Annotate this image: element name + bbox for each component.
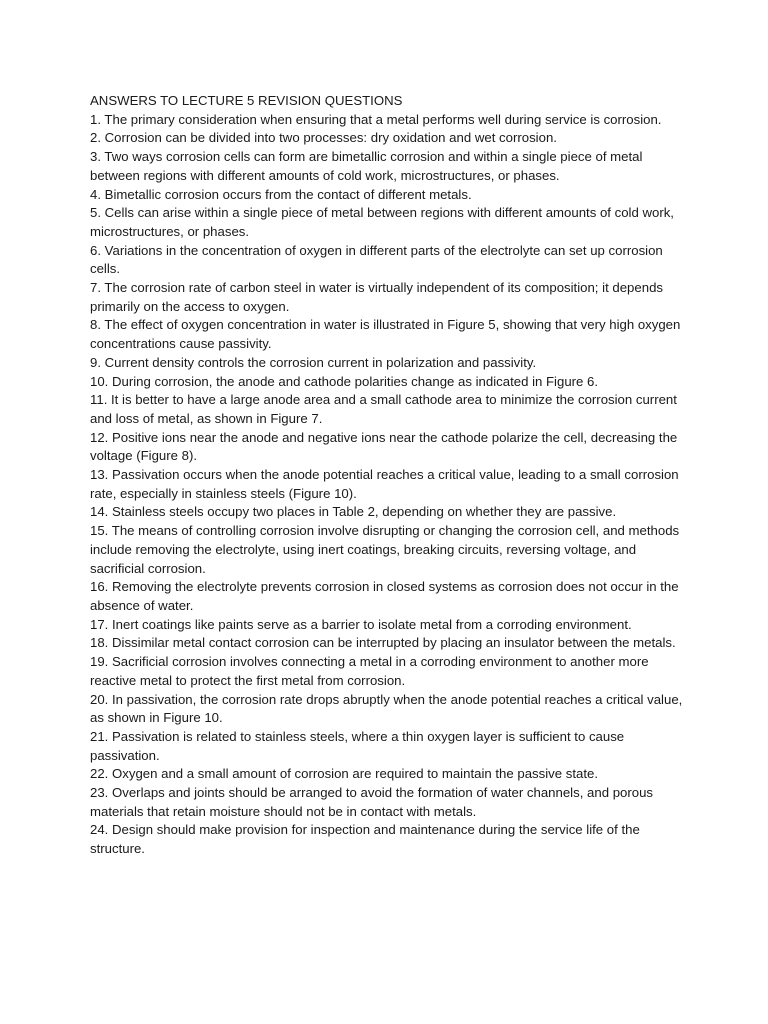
answer-item: 3. Two ways corrosion cells can form are bimetallic corrosion and within a single piece of metal between regions with different amounts of cold work, microstructures, or phases. [90,149,643,183]
answer-item: 19. Sacrificial corrosion involves connecting a metal in a corroding environment to another more reactive metal to protect the first metal from corrosion. [90,654,649,688]
answer-item: 13. Passivation occurs when the anode potential reaches a critical value, leading to a small corrosion rate, especially in stainless steels (Figure 10). [90,467,679,501]
answer-item: 24. Design should make provision for inspection and maintenance during the service life of the structure. [90,822,640,857]
answer-item: 9. Current density controls the corrosion current in polarization and passivity. [90,354,537,370]
answers-list [90,111,690,859]
answer-item: 21. Passivation is related to stainless steels, where a thin oxygen layer is sufficient to cause passivation. [90,728,625,763]
answer-item: 2. Corrosion can be divided into two processes: dry oxidation and wet corrosion. [90,130,557,146]
answer-item: 4. Bimetallic corrosion occurs from the contact of different metals. [90,186,472,202]
answer-item: 15. The means of controlling corrosion involve disrupting or changing the corrosion cell, and methods include removing the electrolyte, using inert coatings, breaking circuits, reversing voltage, and sacrificial corrosion. [90,523,680,576]
answer-item: 8. The effect of oxygen concentration in water is illustrated in Figure 5, showing that very high oxygen concentrations cause passivity. [90,317,681,352]
answer-item: 16. Removing the electrolyte prevents corrosion in closed systems as corrosion does not occur in the absence of water. [90,579,679,613]
answer-item: 17. Inert coatings like paints serve as a barrier to isolate metal from a corroding environment. [90,616,632,632]
answer-item: 10. During corrosion, the anode and cathode polarities change as indicated in Figure 6. [90,373,599,389]
document-page [90,92,690,859]
answer-item: 1. The primary consideration when ensuring that a metal performs well during service is corrosion. [90,111,662,127]
answer-item: 5. Cells can arise within a single piece of metal between regions with different amounts of cold work, microstructures, or phases. [90,205,674,239]
answer-item: 14. Stainless steels occupy two places in Table 2, depending on whether they are passive. [90,504,617,520]
answer-item: 18. Dissimilar metal contact corrosion can be interrupted by placing an insulator between the metals. [90,635,676,651]
answer-item: 11. It is better to have a large anode area and a small cathode area to minimize the corrosion current and loss of metal, as shown in Figure 7. [90,392,677,426]
answer-item: 7. The corrosion rate of carbon steel in water is virtually independent of its composition; it depends primarily on the access to oxygen. [90,280,663,314]
answer-item: 20. In passivation, the corrosion rate drops abruptly when the anode potential reaches a critical value, as shown in Figure 10. [90,691,683,726]
answer-item: 22. Oxygen and a small amount of corrosion are required to maintain the passive state. [90,766,598,782]
answer-item: 23. Overlaps and joints should be arranged to avoid the formation of water channels, and porous materials that retain moisture should not be in contact with metals. [90,785,654,819]
answer-item: 6. Variations in the concentration of oxygen in different parts of the electrolyte can set up corrosion cells. [90,242,663,277]
answer-item: 12. Positive ions near the anode and negative ions near the cathode polarize the cell, decreasing the voltage (Figure 8). [90,429,678,464]
document-title: ANSWERS TO LECTURE 5 REVISION QUESTIONS [90,93,403,108]
